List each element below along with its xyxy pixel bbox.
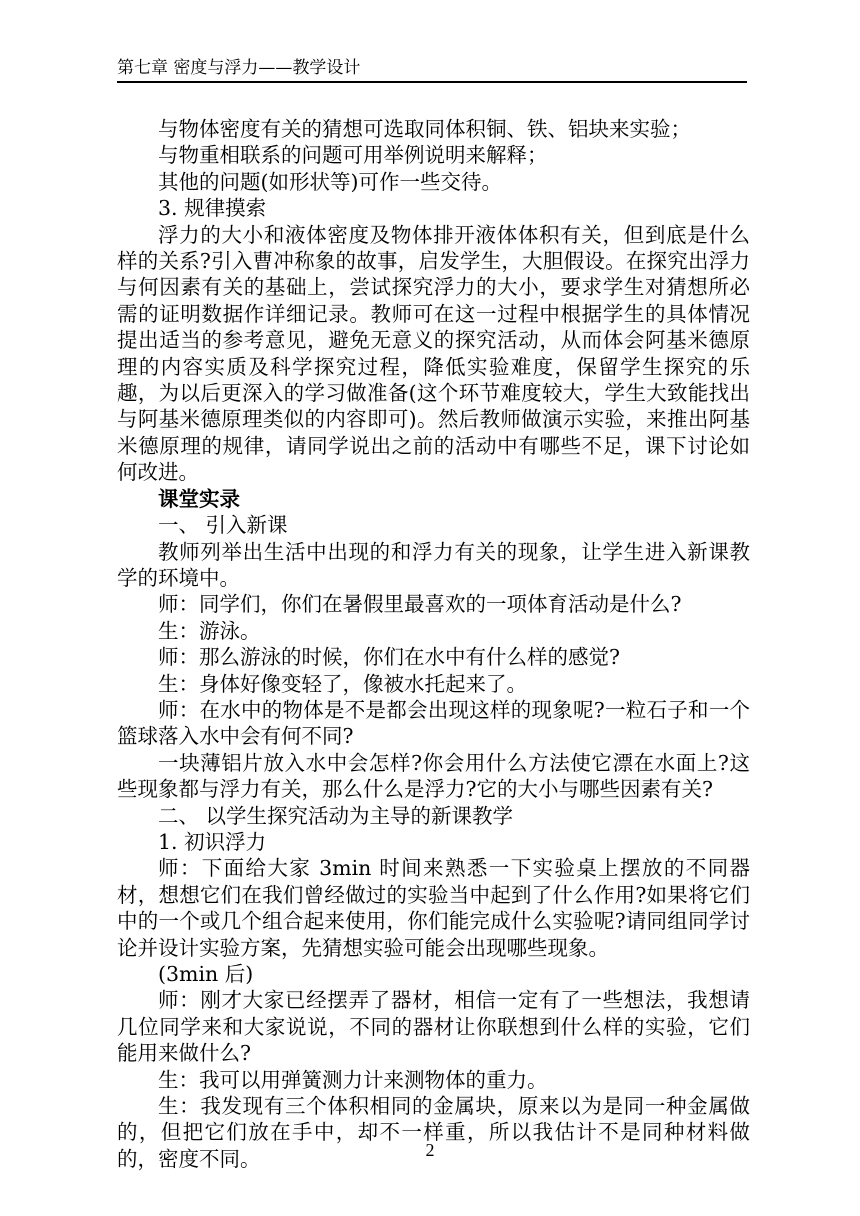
paragraph: 1. 初识浮力 — [158, 829, 267, 854]
paragraph: (3min 后) — [158, 962, 254, 986]
paragraph: 其他的问题(如形状等)可作一些交待。 — [158, 169, 502, 194]
paragraph: 3. 规律摸索 — [158, 196, 267, 221]
paragraph: 与物重相联系的问题可用举例说明来解释； — [158, 143, 548, 168]
paragraph: 与物体密度有关的猜想可选取同体积铜、铁、铝块来实验； — [158, 117, 691, 141]
paragraph: 生：我可以用弹簧测力计来测物体的重力。 — [158, 1067, 548, 1092]
document-body — [117, 116, 750, 1172]
paragraph: 师：刚才大家已经摆弄了器材，相信一定有了一些想法，我想请几位同学来和大家说说，不同的器材让你联想到什么样的实验，它们能用来做什么? — [117, 988, 750, 1066]
paragraph: 课堂实录 — [158, 486, 240, 511]
paragraph: 一、 引入新课 — [158, 513, 288, 538]
paragraph: 一块薄铝片放入水中会怎样?你会用什么方法使它漂在水面上?这些现象都与浮力有关，那么什么是浮力?它的大小与哪些因素有关? — [117, 750, 750, 802]
paragraph: 师：同学们，你们在暑假里最喜欢的一项体育活动是什么? — [158, 592, 682, 617]
paragraph: 师：那么游泳的时候，你们在水中有什么样的感觉? — [158, 645, 620, 670]
paragraph: 师：在水中的物体是不是都会出现这样的现象呢?一粒石子和一个篮球落入水中会有何不同? — [117, 697, 750, 749]
paragraph: 生：我发现有三个体积相同的金属块，原来以为是同一种金属做的，但把它们放在手中，却不一样重，所以我估计不是同种材料做的，密度不同。 — [117, 1094, 750, 1171]
paragraph: 二、 以学生探究活动为主导的新课教学 — [158, 803, 514, 828]
paragraph: 生：身体好像变轻了，像被水托起来了。 — [158, 671, 527, 696]
paragraph: 师：下面给大家 3min 时间来熟悉一下实验桌上摆放的不同器材，想想它们在我们曾经做过的实验当中起到了什么作用?如果将它们中的一个或几个组合起来使用，你们能完成什么实验呢?请同组同学讨论并设计实验方案，先猜想实验可能会出现哪些现象。 — [117, 856, 750, 960]
paragraph: 生：游泳。 — [158, 618, 261, 643]
paragraph: 教师列举出生活中出现的和浮力有关的现象，让学生进入新课教学的环境中。 — [117, 539, 750, 590]
paragraph: 浮力的大小和液体密度及物体排开液体体积有关，但到底是什么样的关系?引入曹冲称象的故事，启发学生，大胆假设。在探究出浮力与何因素有关的基础上，尝试探究浮力的大小，要求学生对猜想所必需的证明数据作详细记录。教师可在这一过程中根据学生的具体情况提出适当的参考意见，避免无意义的探究活动，从而体会阿基米德原理的内容实质及科学探究过程，降低实验难度，保留学生探究的乐趣，为以后更深入的学习做准备(这个环节难度较大，学生大致能找出与阿基米德原理类似的内容即可)。然后教师做演示实验，来推出阿基米德原理的规律，请同学说出之前的活动中有哪些不足，课下讨论如何改进。 — [117, 222, 750, 485]
page-number: 2 — [425, 1140, 435, 1160]
page-header: 第七章 密度与浮力——教学设计 — [117, 56, 747, 83]
